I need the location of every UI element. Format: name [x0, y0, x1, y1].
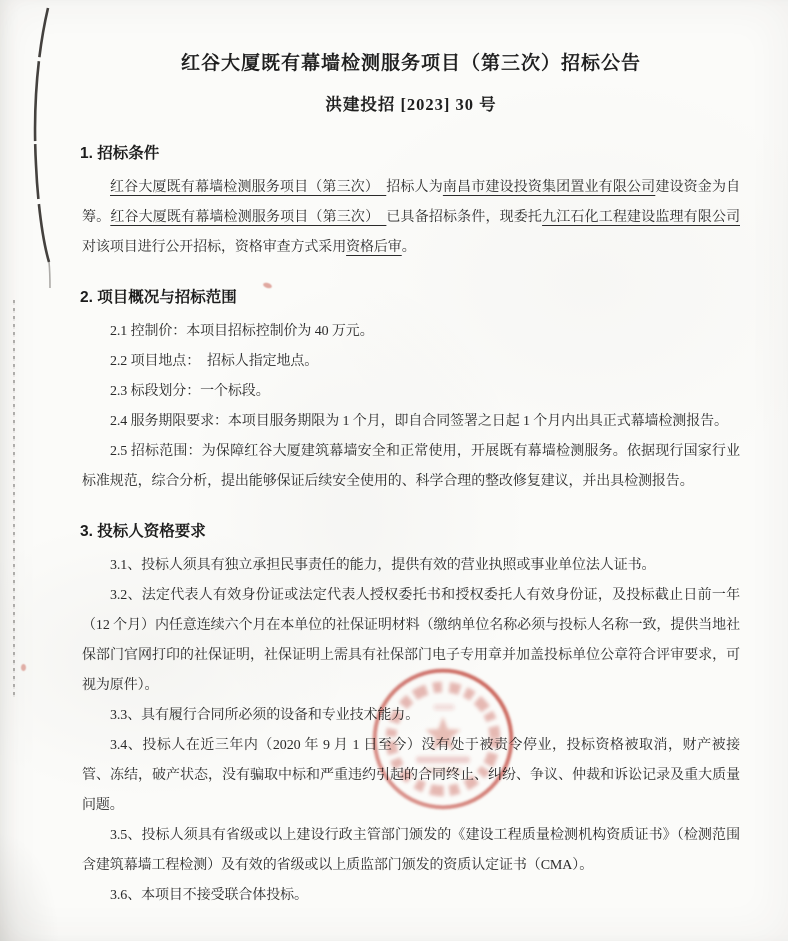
section-3-heading: 3. 投标人资格要求 [80, 523, 206, 540]
item-qualification-3-4: 3.4、投标人在近三年内（2020 年 9 月 1 日至今）没有处于被责令停业，投标资格被取消，财产被接管、冻结，破产状态，没有骗取中标和严重违约引起的合同终止、纠纷、争议、仲裁和诉讼记录及重大质量问题。 [82, 738, 740, 813]
paragraph-text: 。 [401, 240, 416, 255]
item-qualification-3-3: 3.3、具有履行合同所必须的设备和专业技术能力。 [110, 708, 420, 723]
item-service-period: 2.4 服务期限要求：本项目服务期限为 1 个月，即自合同签署之日起 1 个月内出具正式幕墙检测报告。 [110, 414, 728, 429]
section-2-heading: 2. 项目概况与招标范围 [80, 289, 237, 306]
review-method-underlined: 资格后审 [346, 240, 402, 255]
item-qualification-3-6: 3.6、本项目不接受联合体投标。 [110, 888, 308, 903]
paragraph-text: 建设资金为自筹。 [82, 180, 741, 225]
item-tender-scope: 2.5 招标范围：为保障红谷大厦建筑幕墙安全和正常使用，开展既有幕墙检测服务。依据现行国家行业标准规范，综合分析，提出能够保证后续安全使用的、科学合理的整改修复建议，并出具检测报告。 [82, 444, 740, 489]
section-1-heading: 1. 招标条件 [80, 145, 160, 162]
tenderer-name-underlined: 南昌市建设投资集团置业有限公司 [442, 180, 656, 195]
document-title: 红谷大厦既有幕墙检测服务项目（第三次）招标公告 [180, 53, 641, 74]
project-name-underlined: 红谷大厦既有幕墙检测服务项目（第三次） [110, 210, 387, 225]
item-qualification-3-2: 3.2、法定代表人有效身份证或法定代表人授权委托书和授权委托人有效身份证，及投标截止日前一年（12 个月）内任意连续六个月在本单位的社保证明材料（缴纳单位名称必须与投标人名称一致，提供当地社保部门官网打印的社保证明，社保证明上需具有社保部门电子专用章并加盖投标单位公章符合评审要求，可视为原件）。 [82, 588, 740, 693]
project-name-underlined: 红谷大厦既有幕墙检测服务项目（第三次） [110, 180, 387, 195]
paragraph-text: 已具备招标条件，现委托 [386, 210, 543, 225]
item-bid-sections: 2.3 标段划分：一个标段。 [110, 384, 270, 399]
item-control-price: 2.1 控制价：本项目招标控制价为 40 万元。 [110, 324, 374, 339]
item-qualification-3-5: 3.5、投标人须具有省级或以上建设行政主管部门颁发的《建设工程质量检测机构资质证书》（检测范围含建筑幕墙工程检测）及有效的省级或以上质监部门颁发的资质认定证书（CMA）。 [82, 828, 740, 873]
paragraph-text: 对该项目进行公开招标，资格审查方式采用 [82, 240, 347, 255]
item-qualification-3-1: 3.1、投标人须具有独立承担民事责任的能力，提供有效的营业执照或事业单位法人证书。 [110, 558, 656, 573]
document-number: 洪建投招 [2023] 30 号 [325, 95, 497, 114]
tender-conditions-paragraph [82, 173, 740, 263]
agency-name-underlined: 九江石化工程建设监理有限公司 [542, 210, 740, 225]
paragraph-text: 招标人为 [386, 180, 443, 195]
item-project-location: 2.2 项目地点： 招标人指定地点。 [110, 354, 319, 369]
